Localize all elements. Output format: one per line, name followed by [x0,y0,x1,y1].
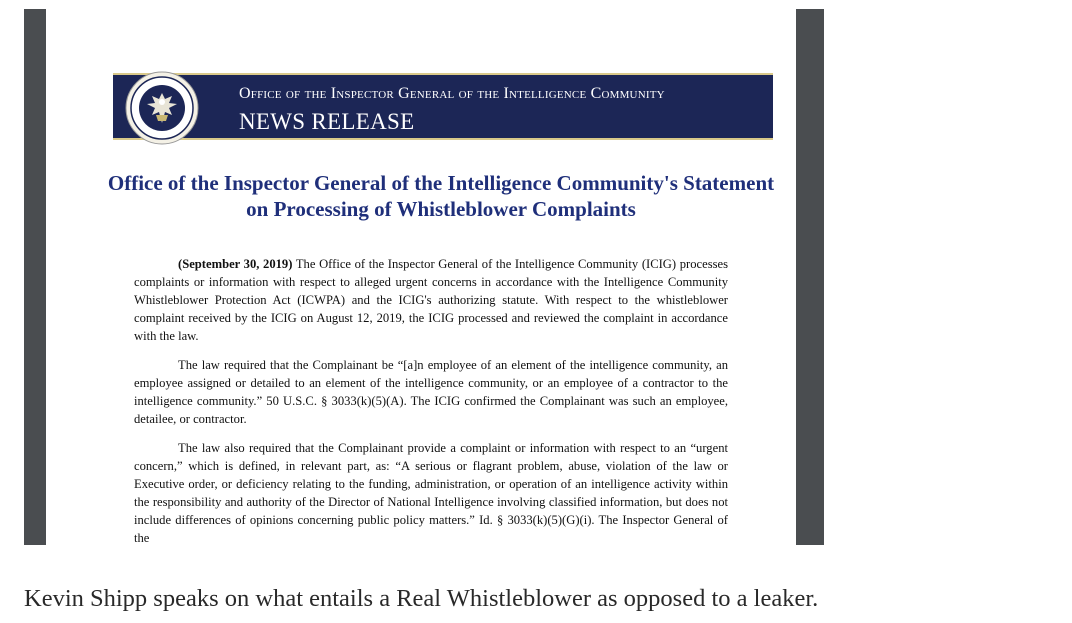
document-image [24,9,824,545]
release-date: (September 30, 2019) [178,257,293,271]
document-paragraph: The law also required that the Complainant provide a complaint or information with respect to an “urgent concern,” which is defined, in relevant part, as: “A serious or flagrant problem, abuse, violation of the law or Executive order, or deficiency relating to the funding, administration, or operation of an intelligence activity within the responsibility and authority of the Director of National Intelligence involving classified information, but does not include differences of opinions concerning public policy matters.” Id. § 3033(k)(5)(G)(i). The Inspector General of the [134,441,728,545]
document-page [46,9,796,545]
news-release-banner [113,73,773,140]
document-paragraph [134,255,728,345]
icig-eagle-seal-icon [125,71,199,145]
banner-news-release: NEWS RELEASE [239,109,415,134]
banner-office-name: Office of the Inspector General of the Intelligence Community [239,85,665,102]
document-paragraph: The law required that the Complainant be “[a]n employee of an element of the intelligence community, an employee assigned or detailed to an element of the intelligence community, or an employee of a contractor to the intelligence community.” 50 U.S.C. § 3033(k)(5)(A). The ICIG confirmed the Complainant was such an employee, detailee, or contractor. [134,358,728,427]
paragraph-text: The Office of the Inspector General of the Intelligence Community (ICIG) processes complaints or information with respect to alleged urgent concerns in accordance with the Intelligence Community Whistleblower Protection Act (ICWPA) and the ICIG's authorizing statute. With respect to the whistleblower complaint received by the ICIG on August 12, 2019, the ICIG processed and reviewed the complaint in accordance with the law. [134,257,728,344]
document-title: Office of the Inspector General of the Intelligence Community's Statement on Processing of Whistleblower Complaints [107,171,775,221]
image-caption: Kevin Shipp speaks on what entails a Real Whistleblower as opposed to a leaker. [24,585,819,612]
